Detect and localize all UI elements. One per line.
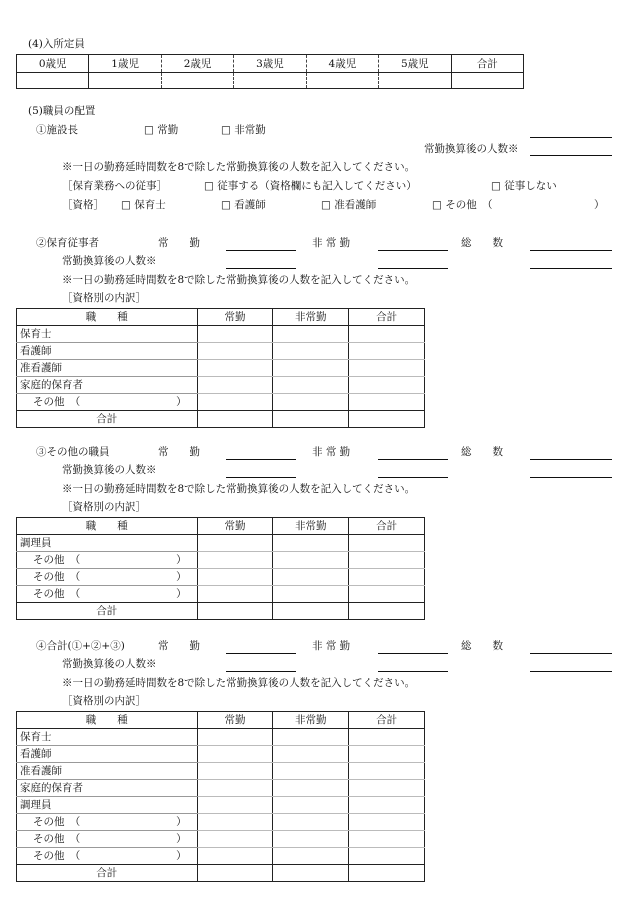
cell-total[interactable] — [349, 535, 425, 552]
total-row-label: 合計 — [17, 411, 198, 428]
cell-total[interactable] — [349, 763, 425, 780]
other-open: その他 （ — [33, 554, 81, 566]
intake-value-cell[interactable] — [161, 73, 233, 89]
director-count-line[interactable] — [530, 137, 612, 138]
qual-junkangoshi-checkbox[interactable]: □ 准看護師 — [321, 199, 377, 211]
cell-parttime[interactable] — [273, 848, 349, 865]
section2-fulltime-label: 常 勤 — [158, 237, 200, 249]
cell-total[interactable] — [349, 814, 425, 831]
cell-total[interactable] — [349, 746, 425, 763]
cell-fulltime[interactable] — [197, 746, 273, 763]
director-label: ①施設長 — [36, 124, 78, 136]
director-duty-no-checkbox[interactable]: □ 従事しない — [491, 180, 557, 192]
other-open: その他 （ — [33, 571, 81, 583]
cell-total[interactable] — [349, 343, 425, 360]
row-label: 調理員 — [17, 535, 198, 552]
section4-fte-parttime-line[interactable] — [378, 671, 448, 672]
cell-parttime[interactable] — [273, 586, 349, 603]
cell-parttime[interactable] — [273, 763, 349, 780]
director-fte-label: 常勤換算後の人数※ — [424, 143, 519, 155]
row-label: 保育士 — [17, 729, 198, 746]
col-parttime: 非常勤 — [273, 518, 349, 535]
cell-total[interactable] — [349, 586, 425, 603]
cell-fulltime[interactable] — [197, 535, 273, 552]
cell-fulltime[interactable] — [197, 343, 273, 360]
intake-value-cell[interactable] — [234, 73, 306, 89]
header-total: 合計 — [451, 55, 523, 73]
row-label: 調理員 — [17, 797, 198, 814]
row-other[interactable] — [17, 831, 198, 848]
cell-fulltime[interactable] — [197, 780, 273, 797]
cell-parttime[interactable] — [273, 569, 349, 586]
cell-total[interactable] — [349, 848, 425, 865]
cell-parttime[interactable] — [273, 746, 349, 763]
cell-total[interactable] — [349, 377, 425, 394]
qual-hoikushi-checkbox[interactable]: □ 保育士 — [121, 199, 166, 211]
cell-total[interactable] — [349, 729, 425, 746]
cell-fulltime[interactable] — [197, 814, 273, 831]
cell-total[interactable] — [349, 411, 425, 428]
section2-note: ※一日の勤務延時間数を8で除した常勤換算後の人数を記入してください。 — [62, 274, 416, 286]
intake-value-cell[interactable] — [379, 73, 451, 89]
cell-fulltime[interactable] — [197, 411, 273, 428]
section2-total-line[interactable] — [530, 250, 612, 251]
intake-value-cell[interactable] — [306, 73, 378, 89]
section4-fte-label: 常勤換算後の人数※ — [62, 658, 157, 670]
section4-total-label: 総 数 — [461, 640, 503, 652]
section4-breakdown-table — [16, 711, 425, 882]
cell-fulltime[interactable] — [197, 377, 273, 394]
cell-parttime[interactable] — [273, 865, 349, 882]
header-age-0: 0歳児 — [17, 55, 89, 73]
cell-fulltime[interactable] — [197, 360, 273, 377]
cell-parttime[interactable] — [273, 411, 349, 428]
other-open: その他 （ — [33, 833, 81, 845]
cell-parttime[interactable] — [273, 535, 349, 552]
other-open: その他 （ — [33, 396, 81, 408]
section2-breakdown-label: ［資格別の内訳］ — [62, 292, 146, 304]
cell-fulltime[interactable] — [197, 603, 273, 620]
col-parttime: 非常勤 — [273, 712, 349, 729]
cell-fulltime[interactable] — [197, 865, 273, 882]
director-fte-line[interactable] — [530, 155, 612, 156]
col-job-type: 職 種 — [17, 712, 198, 729]
other-close: ） — [176, 554, 187, 566]
other-open: その他 （ — [33, 816, 81, 828]
other-close: ） — [176, 850, 187, 862]
header-age-4: 4歳児 — [306, 55, 378, 73]
other-close: ） — [176, 571, 187, 583]
row-label: 保育士 — [17, 326, 198, 343]
cell-total[interactable] — [349, 797, 425, 814]
section2-fte-label: 常勤換算後の人数※ — [62, 255, 157, 267]
col-fulltime: 常勤 — [197, 309, 273, 326]
section4-fte-fulltime-line[interactable] — [226, 671, 296, 672]
cell-parttime[interactable] — [273, 394, 349, 411]
col-total: 合計 — [349, 309, 425, 326]
section4-fulltime-line[interactable] — [226, 653, 296, 654]
director-duty-yes-checkbox[interactable]: □ 従事する（資格欄にも記入してください） — [204, 180, 417, 192]
cell-total[interactable] — [349, 552, 425, 569]
cell-total[interactable] — [349, 569, 425, 586]
section3-fte-parttime-line[interactable] — [378, 477, 448, 478]
section2-fulltime-line[interactable] — [226, 250, 296, 251]
row-other[interactable] — [17, 394, 198, 411]
intake-value-cell[interactable] — [17, 73, 89, 89]
cell-fulltime[interactable] — [197, 797, 273, 814]
col-total: 合計 — [349, 712, 425, 729]
section2-fte-total-line[interactable] — [530, 268, 612, 269]
section2-fte-fulltime-line[interactable] — [226, 268, 296, 269]
section3-total-label: 総 数 — [461, 446, 503, 458]
cell-fulltime[interactable] — [197, 831, 273, 848]
cell-total[interactable] — [349, 603, 425, 620]
other-close: ） — [176, 833, 187, 845]
header-age-2: 2歳児 — [161, 55, 233, 73]
col-job-type: 職 種 — [17, 518, 198, 535]
director-note: ※一日の勤務延時間数を8で除した常勤換算後の人数を記入してください。 — [62, 161, 416, 173]
cell-parttime[interactable] — [273, 729, 349, 746]
section4-parttime-line[interactable] — [378, 653, 448, 654]
other-close: ） — [176, 816, 187, 828]
section4-parttime-label: 非 常 勤 — [312, 640, 351, 652]
qual-other-close: ） — [594, 199, 605, 211]
row-other[interactable] — [17, 848, 198, 865]
section3-breakdown-table — [16, 517, 425, 620]
cell-parttime[interactable] — [273, 603, 349, 620]
row-other[interactable] — [17, 814, 198, 831]
cell-fulltime[interactable] — [197, 552, 273, 569]
section2-fte-parttime-line[interactable] — [378, 268, 448, 269]
header-age-1: 1歳児 — [89, 55, 161, 73]
header-age-3: 3歳児 — [234, 55, 306, 73]
other-open: その他 （ — [33, 588, 81, 600]
intake-table — [16, 54, 524, 89]
cell-parttime[interactable] — [273, 831, 349, 848]
director-qual-label: ［資格］ — [62, 199, 104, 211]
cell-total[interactable] — [349, 326, 425, 343]
cell-fulltime[interactable] — [197, 326, 273, 343]
section4-label: ④合計(①+②+③) — [36, 640, 125, 652]
other-close: ） — [176, 588, 187, 600]
cell-fulltime[interactable] — [197, 763, 273, 780]
intake-title: (4)入所定員 — [28, 38, 85, 50]
qual-other-checkbox[interactable]: □ その他 （ — [432, 199, 493, 211]
cell-total[interactable] — [349, 865, 425, 882]
section2-label: ②保育従事者 — [36, 237, 99, 249]
director-fulltime-checkbox[interactable]: □ 常勤 — [144, 124, 179, 136]
col-total: 合計 — [349, 518, 425, 535]
cell-parttime[interactable] — [273, 780, 349, 797]
section3-total-line[interactable] — [530, 459, 612, 460]
cell-parttime[interactable] — [273, 814, 349, 831]
staff-title: (5)職員の配置 — [28, 105, 96, 117]
cell-fulltime[interactable] — [197, 586, 273, 603]
cell-total[interactable] — [349, 780, 425, 797]
row-other[interactable] — [17, 552, 198, 569]
section4-total-line[interactable] — [530, 653, 612, 654]
cell-parttime[interactable] — [273, 326, 349, 343]
col-parttime: 非常勤 — [273, 309, 349, 326]
row-label: 家庭的保育者 — [17, 780, 198, 797]
section3-fulltime-label: 常 勤 — [158, 446, 200, 458]
section2-total-label: 総 数 — [461, 237, 503, 249]
other-open: その他 （ — [33, 850, 81, 862]
section3-fte-label: 常勤換算後の人数※ — [62, 464, 157, 476]
col-fulltime: 常勤 — [197, 712, 273, 729]
row-label: 看護師 — [17, 343, 198, 360]
section4-breakdown-label: ［資格別の内訳］ — [62, 695, 146, 707]
cell-total[interactable] — [349, 394, 425, 411]
col-fulltime: 常勤 — [197, 518, 273, 535]
total-row-label: 合計 — [17, 603, 198, 620]
section3-parttime-label: 非 常 勤 — [312, 446, 351, 458]
cell-fulltime[interactable] — [197, 848, 273, 865]
section4-note: ※一日の勤務延時間数を8で除した常勤換算後の人数を記入してください。 — [62, 677, 416, 689]
section3-note: ※一日の勤務延時間数を8で除した常勤換算後の人数を記入してください。 — [62, 483, 416, 495]
row-other[interactable] — [17, 569, 198, 586]
cell-total[interactable] — [349, 360, 425, 377]
other-close: ） — [176, 396, 187, 408]
director-duty-label: ［保育業務への従事］ — [62, 180, 167, 192]
intake-value-cell[interactable] — [89, 73, 161, 89]
section4-fulltime-label: 常 勤 — [158, 640, 200, 652]
section3-fulltime-line[interactable] — [226, 459, 296, 460]
section4-fte-total-line[interactable] — [530, 671, 612, 672]
cell-fulltime[interactable] — [197, 394, 273, 411]
col-job-type: 職 種 — [17, 309, 198, 326]
row-label: 准看護師 — [17, 360, 198, 377]
row-label: 家庭的保育者 — [17, 377, 198, 394]
section2-parttime-label: 非 常 勤 — [312, 237, 351, 249]
cell-total[interactable] — [349, 831, 425, 848]
qual-kangoshi-checkbox[interactable]: □ 看護師 — [221, 199, 266, 211]
header-age-5: 5歳児 — [379, 55, 451, 73]
row-label: 看護師 — [17, 746, 198, 763]
total-row-label: 合計 — [17, 865, 198, 882]
section3-fte-total-line[interactable] — [530, 477, 612, 478]
section3-parttime-line[interactable] — [378, 459, 448, 460]
row-other[interactable] — [17, 586, 198, 603]
section2-breakdown-table — [16, 308, 425, 428]
cell-parttime[interactable] — [273, 797, 349, 814]
section3-breakdown-label: ［資格別の内訳］ — [62, 501, 146, 513]
section3-label: ③その他の職員 — [36, 446, 110, 458]
section3-fte-fulltime-line[interactable] — [226, 477, 296, 478]
row-label: 准看護師 — [17, 763, 198, 780]
director-parttime-checkbox[interactable]: □ 非常勤 — [221, 124, 266, 136]
cell-parttime[interactable] — [273, 377, 349, 394]
section2-parttime-line[interactable] — [378, 250, 448, 251]
cell-parttime[interactable] — [273, 552, 349, 569]
cell-parttime[interactable] — [273, 360, 349, 377]
intake-value-cell[interactable] — [451, 73, 523, 89]
cell-parttime[interactable] — [273, 343, 349, 360]
cell-fulltime[interactable] — [197, 569, 273, 586]
cell-fulltime[interactable] — [197, 729, 273, 746]
